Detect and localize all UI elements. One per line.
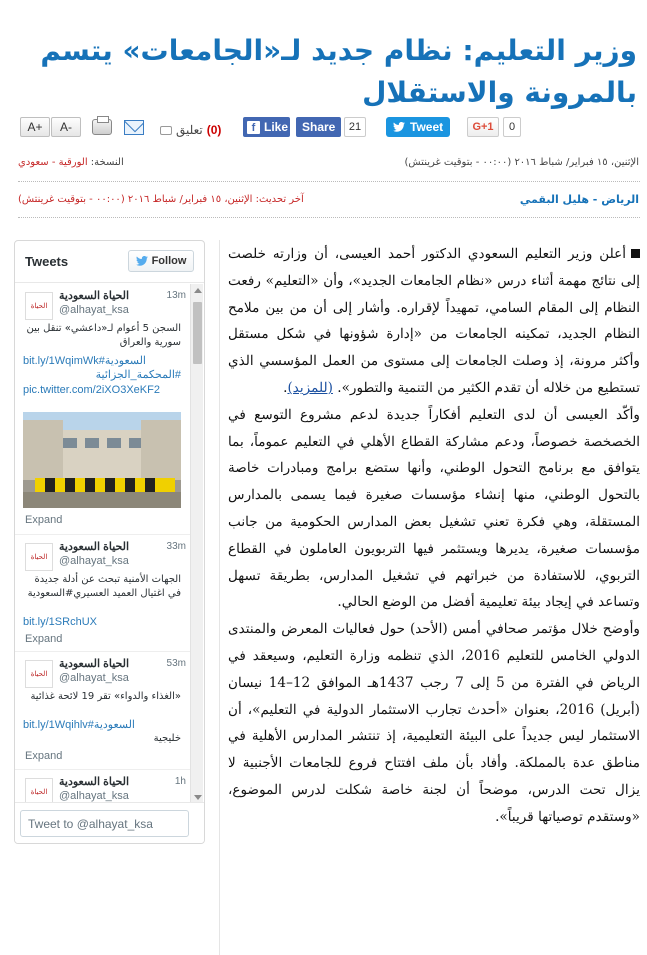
article-paragraph-3: وأوضح خلال مؤتمر صحافي أمس (الأحد) حول فعاليات المعرض والمنتدى الدولي الخامس للتعليم 2016، الذي تنظمه وزارة التعليم، وسيعقد في الرياض في الفترة من 5 إلى 7 رجب 1437هـ الموافق 12–14 نيسان (أبريل) 2016، بعنوان «أحدث تجارب الاستثمار الدولية في التعليم»، أن الاستثمار ليس جديداً على البيئة التعليمية، إذ تنتشر المدارس الأهلية في مناطق عدة بالمملكة. وأفاد بأن ملف افتتاح فروع للجامعات الأجنبية لا يزال تحت الدرس، موضحاً أن لجنة خاصة شكلت لدرس الموضوع، «وستقدم توصياتها قريباً». [228, 621, 641, 825]
follow-button[interactable] [128, 250, 194, 272]
tweet-hashtag-tail: خليجية [153, 733, 181, 744]
tweet-time[interactable]: 53m [166, 658, 186, 669]
print-icon[interactable] [90, 117, 114, 137]
tweet-time[interactable]: 13m [166, 290, 186, 301]
scrollbar-thumb[interactable] [193, 302, 202, 364]
article-paragraph-2: وأكّد العيسى أن لدى التعليم أفكاراً جديدة لدعم مشروع التوسع في الخصخصة خصوصاً، ودعم مشاركة القطاع الأهلي في التعليم عموماً، بما يتوافق مع برنامج التحول الوطني، وأنها ستضع برامج ومبادرات خاصة بالتحول الوطني، منها إنشاء مؤسسات صغيرة فيما يسمى بالمدارس المستقلة، وهي فكرة تعني تشغيل بعض المدارس الحكومية من جانب مؤسسات صغيرة، يديرها ويستثمر فيها التربويون العاملون في القطاع التربوي، للاستفادة من خبراتهم في تشغيل المدارس، بطريقة تسهل وتساعد في إيجاد بيئة تعليمية أفضل من الوضع الحالي. [228, 406, 640, 611]
meta-divider [18, 181, 640, 182]
tweet-expand-link[interactable]: Expand [25, 633, 63, 645]
twitter-widget-header [15, 241, 204, 283]
tweet-author-name[interactable]: الحياة السعودية [59, 541, 130, 553]
speech-bubble-icon [160, 126, 172, 135]
article-body [228, 241, 640, 831]
tweet-pic-link[interactable]: pic.twitter.com/2iXO3XeKF2 [23, 384, 160, 396]
paragraph-bullet [631, 249, 640, 258]
tweet-label: Tweet [410, 120, 444, 134]
avatar[interactable]: الحياة [25, 778, 53, 804]
email-icon[interactable] [122, 117, 146, 137]
tweet-link[interactable]: bit.ly/1SRchUX [23, 616, 97, 628]
article-headline: وزير التعليم: نظام جديد لـ«الجامعات» يتسم بالمرونة والاستقلال [40, 34, 637, 109]
google-plus-count: 0 [503, 117, 521, 137]
article-paragraph-1: أعلن وزير التعليم السعودي الدكتور أحمد العيسى، أن وزارته خلصت إلى نتائج مهمة أثناء درس «نظام الجامعات الجديد»، وأن «التعليم» رفعت النظام إلى المقام السامي، تمهيداً لإقراره. وأشار إلى أن من بين ملامح النظام الجديد، تمكينه الجامعات من «إدارة شؤونها في شكل مستقل وأكثر مرونة، إذ وصلت الجامعات إلى مستوى من العمل المؤسسي الذي تستطيع من خلاله أن تقدم الكثير من التنمية والتطور». [228, 246, 640, 396]
tweet-compose-footer [15, 802, 204, 843]
avatar[interactable]: الحياة [25, 543, 53, 571]
edition-info [18, 157, 124, 168]
tweet-item[interactable] [15, 535, 192, 652]
facebook-like-button[interactable] [243, 117, 290, 137]
last-updated-text: آخر تحديث: الإثنين، ١٥ فبراير/ شباط ٢٠١٦ (٠٠:٠٠ - بتوقيت غرينتش) [18, 194, 304, 205]
edition-value[interactable]: الورقية - سعودي [18, 157, 88, 168]
tweet-to-input[interactable]: Tweet to @alhayat_ksa [20, 810, 189, 837]
tweet-text: السجن 5 أعوام لـ«داعشي» تنقل بين سورية والعراق [26, 323, 181, 348]
font-increase-button[interactable]: A+ [20, 117, 50, 137]
tweet-item[interactable] [15, 652, 192, 770]
twitter-widget-title: Tweets [25, 254, 69, 269]
facebook-icon: f [247, 121, 260, 134]
tweet-author-handle[interactable]: @alhayat_ksa [59, 304, 129, 316]
tweet-expand-link[interactable]: Expand [25, 514, 63, 526]
tweet-time[interactable]: 33m [166, 541, 186, 552]
tweet-time[interactable]: 1h [174, 776, 186, 787]
tweet-text: «الغذاء والدواء» تقر 19 لائحة غذائية [30, 691, 181, 702]
tweet-hashtag[interactable]: #المحكمة_الجزائية [95, 369, 181, 381]
comments-label: تعليق [176, 123, 203, 137]
twitter-bird-icon [393, 122, 405, 132]
meta-divider-2 [18, 217, 640, 218]
comments-count: (0) [206, 123, 222, 137]
scroll-down-arrow[interactable] [194, 795, 202, 800]
tweet-text: الجهات الأمنية تبحث عن أدلة جديدة في اغتيال العميد العسيري#السعودية [27, 574, 181, 599]
read-more-link[interactable]: (للمزيد) [287, 379, 333, 396]
article-paragraph: أعلن وزير التعليم السعودي الدكتور أحمد العيسى، أن وزارته خلصت إلى نتائج مهمة أثناء درس «نظام الجامعات الجديد»، وأن «التعليم» رفعت النظام إلى المقام السامي، تمهيداً لإقراره. وأشار إلى أن من بين ملامح النظام الجديد، تمكينه الجامعات من «إدارة شؤونها في شكل مستقل وأكثر مرونة، إذ وصلت الجامعات إلى مستوى من العمل المؤسسي الذي تستطيع من خلاله أن تقدم الكثير من التنمية والتطور». (للمزيد). [228, 246, 640, 396]
tweet-link[interactable]: bit.ly/1WqimWk#السعودية [23, 355, 146, 367]
tweet-list-scrollbar[interactable] [190, 284, 203, 804]
tweet-item[interactable] [15, 284, 192, 535]
tweet-author-handle[interactable]: @alhayat_ksa [59, 555, 129, 567]
avatar[interactable]: الحياة [25, 292, 53, 320]
follow-label: Follow [151, 255, 187, 267]
comments-link[interactable] [160, 119, 221, 141]
facebook-like-label: Like [264, 120, 289, 134]
avatar[interactable]: الحياة [25, 660, 53, 688]
google-plus-button[interactable]: G+1 [467, 117, 499, 137]
facebook-share-button[interactable]: Share [296, 117, 341, 137]
scroll-up-arrow[interactable] [194, 288, 202, 293]
tweet-item[interactable] [15, 770, 192, 804]
share-toolbar [0, 116, 647, 142]
tweet-list [15, 284, 192, 804]
author-name[interactable]: الرياض - هليل البقمي [519, 193, 639, 206]
tweet-author-handle[interactable]: @alhayat_ksa [59, 790, 129, 802]
tweet-button[interactable] [386, 117, 450, 137]
tweet-link[interactable]: bit.ly/1Wqihlv#السعودية [23, 719, 135, 731]
font-decrease-button[interactable]: A- [51, 117, 81, 137]
tweet-expand-link[interactable]: Expand [25, 750, 63, 762]
column-divider [219, 240, 220, 955]
publish-date: الإثنين، ١٥ فبراير/ شباط ٢٠١٦ (٠٠:٠٠ - بتوقيت غرينتش) [404, 157, 639, 168]
tweet-photo[interactable] [23, 412, 181, 508]
twitter-timeline-widget [14, 240, 205, 844]
edition-label: النسخة: [90, 157, 124, 168]
twitter-bird-icon [136, 256, 148, 266]
tweet-author-name[interactable]: الحياة السعودية [59, 290, 130, 302]
location-author [520, 193, 639, 206]
tweet-author-handle[interactable]: @alhayat_ksa [59, 672, 129, 684]
last-updated [18, 194, 304, 205]
tweet-author-name[interactable]: الحياة السعودية [59, 776, 130, 788]
tweet-author-name[interactable]: الحياة السعودية [59, 658, 130, 670]
facebook-share-count: 21 [344, 117, 366, 137]
